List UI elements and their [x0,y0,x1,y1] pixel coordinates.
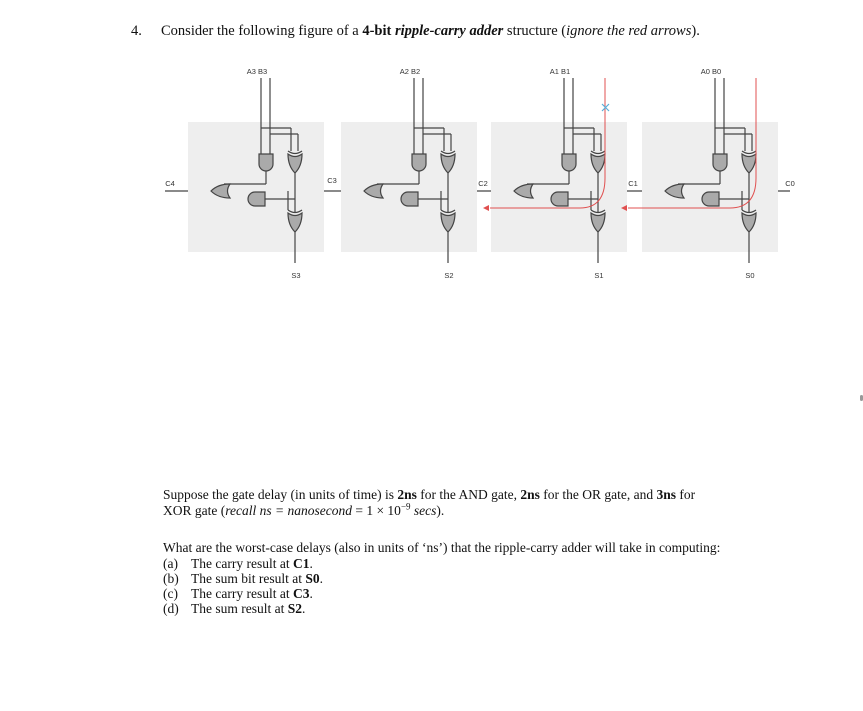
carry-label-c4: C4 [165,179,175,188]
carry-label-c1: C1 [628,179,638,188]
stage-1-sum-label: S2 [444,271,454,280]
intro-bold-italic: ripple-carry adder [394,23,504,39]
question-list [163,556,323,616]
intro-text: Consider the following figure of a [161,23,363,39]
stage-1-carry-and-gate [401,192,418,206]
delay-text-6: ). [436,503,445,518]
delay-text-4: for [675,487,696,502]
item-label: (b) [163,571,179,586]
item-text: The sum result at [191,601,288,616]
stage-0-inputs-label: A3 B3 [246,67,268,76]
stage-1-block [341,122,477,252]
delay-text-5: XOR gate ( [163,503,226,518]
stage-3-and-gate [713,154,727,171]
stage-2-and-gate [562,154,576,171]
list-item [163,601,323,616]
prompt-text: What are the worst-case delays (also in units of ‘ns’) that the ripple-carry adder will take in computing: [163,540,721,555]
carry-label-c0: C0 [785,179,795,188]
list-item [163,556,323,571]
carry-label-c2: C2 [478,179,488,188]
item-text: The carry result at [191,556,293,571]
item-end: . [319,571,323,586]
item-label: (d) [163,601,179,616]
item-target: S2 [287,601,302,616]
carry-label-c3: C3 [327,176,337,185]
delay-line-2 [163,503,695,519]
delay-text-3: for the OR gate, and [539,487,657,502]
item-label: (a) [163,556,178,571]
or-delay: 2ns [520,487,540,502]
list-item [163,586,323,601]
item-text: The carry result at [191,586,293,601]
stage-0-and-gate [259,154,273,171]
delay-paragraph [163,487,695,519]
item-target: C3 [292,586,310,601]
secs-text: secs [410,503,437,518]
stage-3-inputs-label: A0 B0 [700,67,722,76]
and-delay: 2ns [397,487,417,502]
item-target: C1 [292,556,310,571]
intro-close: ). [691,23,700,39]
stage-1-and-gate [412,154,426,171]
stage-3-sum-label: S0 [745,271,755,280]
equation-text: = 1 × 10 [351,503,401,518]
delay-text-1: Suppose the gate delay (in units of time) is [163,487,398,502]
recall-text: recall ns = nanosecond [225,503,352,518]
item-target: S0 [305,571,320,586]
question-heading [131,23,700,40]
item-text: The sum bit result at [191,571,306,586]
stage-2-carry-and-gate [551,192,568,206]
intro-after: structure ( [503,23,567,39]
stage-0-block [188,122,324,252]
red-arrowhead-stage1 [483,205,489,211]
stage-2-sum-label: S1 [594,271,604,280]
stage-1-inputs-label: A2 B2 [399,67,421,76]
item-end: . [302,601,306,616]
intro-paren: ignore the red arrows [566,23,692,39]
item-label: (c) [163,586,178,601]
list-item [163,571,323,586]
delay-line-1 [163,487,695,503]
stage-3-carry-and-gate [702,192,719,206]
stage-0-sum-label: S3 [291,271,301,280]
stage-2-block [491,122,627,252]
xor-delay: 3ns [656,487,676,502]
ripple-carry-adder-diagram [160,58,800,288]
question-number: 4. [131,23,142,39]
stage-0-carry-and-gate [248,192,265,206]
item-end: . [309,556,313,571]
stage-3-block [642,122,778,252]
exponent: −9 [400,501,411,512]
item-end: . [309,586,313,601]
intro-bold: 4-bit [362,23,392,39]
delay-text-2: for the AND gate, [416,487,521,502]
stage-2-inputs-label: A1 B1 [549,67,571,76]
